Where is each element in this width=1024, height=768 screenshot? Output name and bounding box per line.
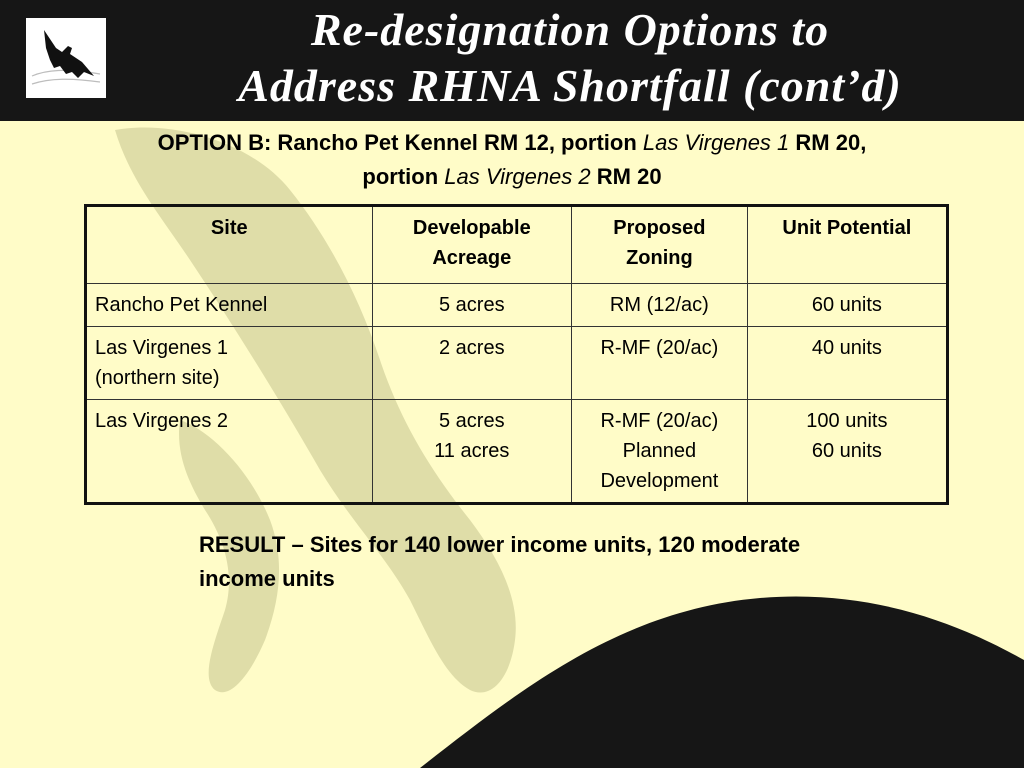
cell-zoning: [572, 284, 748, 327]
table-row: [86, 400, 948, 504]
cell-units: [747, 400, 947, 504]
cell-site: [86, 327, 373, 400]
cell-acreage: [372, 327, 572, 400]
subtitle-line-2-end: RM 20: [590, 164, 662, 189]
cell-units-line: 60 units: [811, 294, 882, 316]
table-row: [86, 284, 948, 327]
cell-units: [747, 284, 947, 327]
cell-zoning-line: R-MF (20/ac): [600, 337, 719, 359]
option-subtitle: [20, 126, 1004, 194]
cell-acreage-line: 5 acres: [439, 410, 505, 432]
table-body: [86, 284, 948, 504]
table-header-row: [86, 206, 948, 284]
header-unit-potential: Unit Potential: [747, 206, 947, 284]
cell-zoning-line: R-MF (20/ac): [600, 410, 719, 432]
logo: [26, 18, 106, 98]
cell-site-line: Las Virgenes 2: [95, 410, 229, 432]
cell-zoning-line: Planned Development: [600, 440, 719, 492]
subtitle-line-1-end: RM 20,: [789, 130, 867, 155]
table-row: [86, 327, 948, 400]
subtitle-line-2-bold: portion: [362, 164, 445, 189]
sites-table: [84, 204, 949, 505]
subtitle-line-1-bold: OPTION B: Rancho Pet Kennel RM 12, portion: [157, 130, 643, 155]
cell-acreage: [372, 284, 572, 327]
cell-units-line: 100 units: [806, 410, 888, 432]
cell-units-line: 60 units: [811, 440, 882, 462]
header-site: Site: [86, 206, 373, 284]
cell-site-line: Rancho Pet Kennel: [95, 294, 268, 316]
title-bar: [0, 0, 1024, 121]
cell-units-line: 40 units: [811, 337, 882, 359]
subtitle-line-2-italic: Las Virgenes 2: [444, 164, 591, 189]
cell-acreage: [372, 400, 572, 504]
cell-zoning: [572, 327, 748, 400]
subtitle-line-1: [20, 126, 1004, 160]
eagle-icon: [26, 18, 106, 98]
result-text: RESULT – Sites for 140 lower income units, 120 moderate income units: [199, 532, 801, 591]
subtitle-line-2: [20, 160, 1004, 194]
header-developable-acreage: Developable Acreage: [372, 206, 572, 284]
cell-zoning: [572, 400, 748, 504]
cell-site: [86, 284, 373, 327]
subtitle-line-1-italic: Las Virgenes 1: [642, 130, 790, 155]
cell-site-line: Las Virgenes 1: [95, 337, 229, 359]
cell-site-line: (northern site): [95, 367, 220, 389]
title-line-1: Re-designation Options to: [310, 4, 830, 55]
cell-acreage-line: 2 acres: [439, 337, 505, 359]
slide-title: [120, 2, 1020, 114]
cell-site: [86, 400, 373, 504]
cell-acreage-line: 5 acres: [439, 294, 505, 316]
cell-zoning-line: RM (12/ac): [609, 294, 709, 316]
cell-units: [747, 327, 947, 400]
title-line-2: Address RHNA Shortfall (cont’d): [238, 60, 902, 111]
cell-acreage-line: 11 acres: [434, 440, 510, 462]
header-proposed-zoning: Proposed Zoning: [572, 206, 748, 284]
